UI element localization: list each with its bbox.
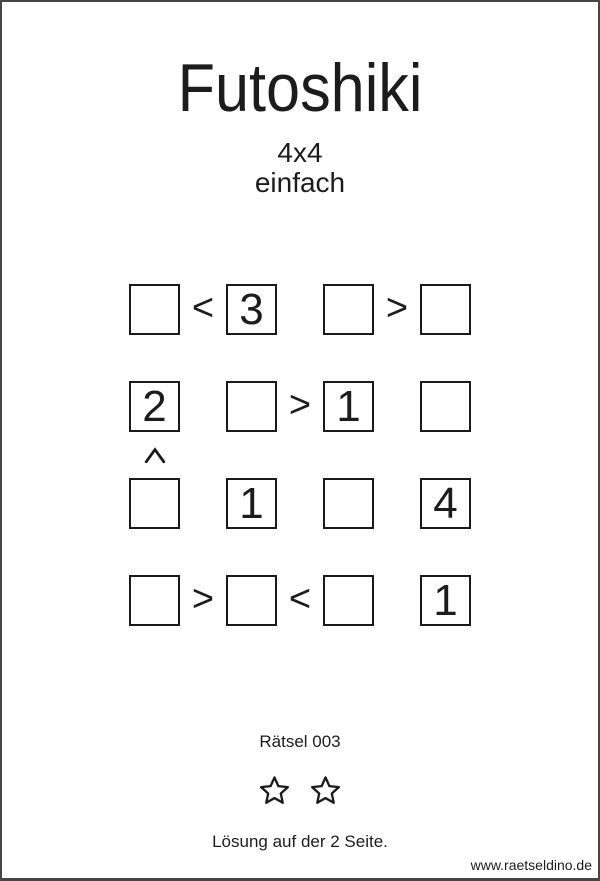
inequality-r4-c3c4 bbox=[374, 575, 420, 626]
inequality-r1-c3c4: > bbox=[385, 287, 409, 329]
puzzle-subtitle bbox=[2, 138, 598, 198]
grid-cell-r3c3 bbox=[323, 478, 374, 529]
grid-cell-r1c4 bbox=[420, 284, 471, 335]
inequality-r1-c2c3 bbox=[277, 284, 323, 335]
inequality-r1-c1c2: < bbox=[191, 287, 215, 329]
difficulty-star-icon bbox=[310, 775, 341, 806]
grid-row-3 bbox=[129, 478, 471, 529]
website-link[interactable]: www.raetseldino.de bbox=[470, 857, 592, 873]
grid-cell-r4c2 bbox=[226, 575, 277, 626]
futoshiki-grid bbox=[129, 284, 471, 626]
grid-row-2 bbox=[129, 381, 471, 432]
inequality-r4-c1c2: > bbox=[191, 578, 215, 620]
solution-note: Lösung auf der 2 Seite. bbox=[212, 832, 388, 851]
vertical-inequality-r2r3-c1 bbox=[129, 432, 180, 478]
page-title bbox=[2, 50, 598, 126]
inequality-r2-c1c2 bbox=[180, 381, 226, 432]
grid-cell-r2c4 bbox=[420, 381, 471, 432]
difficulty-stars bbox=[2, 775, 598, 806]
inequality-r3-c3c4 bbox=[374, 478, 420, 529]
gap-row-1-2 bbox=[129, 335, 471, 381]
difficulty-label: einfach bbox=[254, 167, 346, 198]
grid-cell-r3c4: 4 bbox=[420, 478, 471, 529]
grid-cell-r2c3: 1 bbox=[323, 381, 374, 432]
gap-row-3-4 bbox=[129, 529, 471, 575]
grid-cell-r1c1 bbox=[129, 284, 180, 335]
inequality-r2-c3c4 bbox=[374, 381, 420, 432]
grid-cell-r1c3 bbox=[323, 284, 374, 335]
grid-cell-r1c2: 3 bbox=[226, 284, 277, 335]
grid-cell-r4c1 bbox=[129, 575, 180, 626]
grid-cell-r3c2: 1 bbox=[226, 478, 277, 529]
inequality-r4-c2c3: < bbox=[288, 578, 312, 620]
inequality-r3-c1c2 bbox=[180, 478, 226, 529]
grid-size-label: 4x4 bbox=[277, 137, 323, 168]
less-than-up-icon bbox=[144, 447, 166, 464]
grid-cell-r2c1: 2 bbox=[129, 381, 180, 432]
grid-cell-r4c3 bbox=[323, 575, 374, 626]
inequality-r3-c2c3 bbox=[277, 478, 323, 529]
grid-cell-r4c4: 1 bbox=[420, 575, 471, 626]
grid-cell-r3c1 bbox=[129, 478, 180, 529]
grid-row-1 bbox=[129, 284, 471, 335]
page-title-text: Futoshiki bbox=[177, 50, 423, 126]
grid-row-4 bbox=[129, 575, 471, 626]
difficulty-star-icon bbox=[259, 775, 290, 806]
inequality-r2-c2c3: > bbox=[288, 384, 312, 426]
gap-row-2-3 bbox=[129, 432, 471, 478]
puzzle-number-label: Rätsel 003 bbox=[259, 732, 341, 751]
grid-cell-r2c2 bbox=[226, 381, 277, 432]
